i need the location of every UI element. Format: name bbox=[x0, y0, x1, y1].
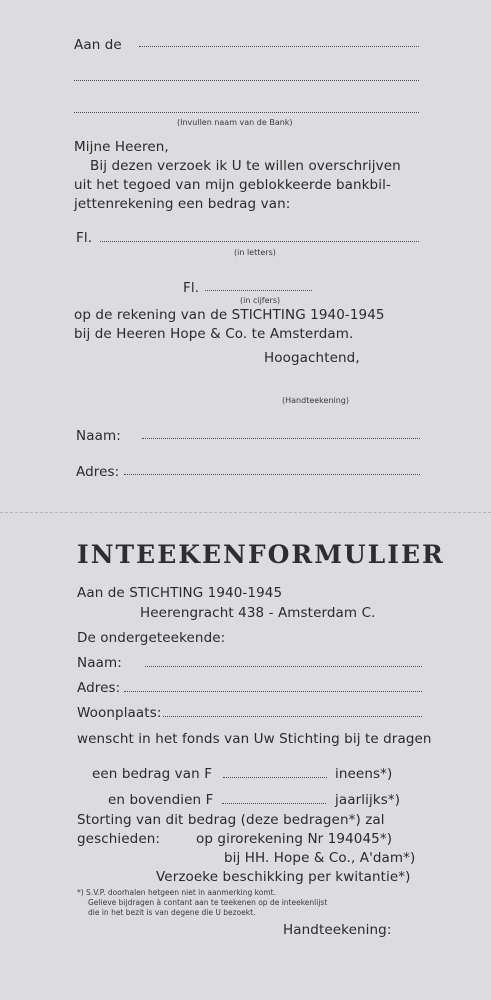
account-line-2: bij de Heeren Hope & Co. te Amsterdam. bbox=[74, 326, 354, 342]
amount-once-prefix: een bedrag van F bbox=[92, 766, 213, 782]
form-signature-label: Handteekening: bbox=[283, 922, 392, 938]
storting-line-2-label: geschieden: bbox=[77, 831, 161, 847]
bank-name-field[interactable] bbox=[139, 46, 419, 47]
cijfers-hint: (in cijfers) bbox=[240, 296, 281, 305]
fl-label-figures: Fl. bbox=[183, 280, 200, 296]
form-naam-label: Naam: bbox=[77, 655, 122, 671]
form-address-line-2: Heerengracht 438 - Amsterdam C. bbox=[140, 605, 376, 621]
form-title: INTEEKENFORMULIER bbox=[77, 540, 445, 569]
closing: Hoogachtend, bbox=[264, 350, 360, 366]
amount-figures-field[interactable] bbox=[205, 290, 312, 291]
footnote-3: die in het bezit is van degene die U bezoekt. bbox=[88, 908, 256, 917]
perforation-line bbox=[0, 512, 491, 513]
salutation: Mijne Heeren, bbox=[74, 139, 169, 155]
bank-name-field-3[interactable] bbox=[74, 112, 419, 113]
bank-name-field-2[interactable] bbox=[74, 80, 419, 81]
fl-label-letters: Fl. bbox=[76, 230, 93, 246]
amount-yearly-field[interactable] bbox=[222, 803, 326, 804]
footnote-2: Gelieve bijdragen à contant aan te teekenen op de inteekenlijst bbox=[88, 898, 328, 907]
wish-line: wenscht in het fonds van Uw Stichting bij te dragen bbox=[77, 731, 432, 747]
account-line-1: op de rekening van de STICHTING 1940-1945 bbox=[74, 307, 385, 323]
aan-de-label: Aan de bbox=[74, 37, 122, 53]
amount-once-suffix: ineens*) bbox=[335, 766, 393, 782]
amount-yearly-prefix: en bovendien F bbox=[108, 792, 214, 808]
storting-line-4-option: Verzoeke beschikking per kwitantie*) bbox=[156, 869, 411, 885]
footnote-1: *) S.V.P. doorhalen hetgeen niet in aanmerking komt. bbox=[77, 888, 276, 897]
form-naam-field[interactable] bbox=[145, 666, 422, 667]
letter-adres-label: Adres: bbox=[76, 464, 120, 480]
amount-yearly-suffix: jaarlijks*) bbox=[335, 792, 401, 808]
amount-once-field[interactable] bbox=[223, 777, 327, 778]
letter-body-line-3: jettenrekening een bedrag van: bbox=[74, 196, 291, 212]
letter-body-line-2: uit het tegoed van mijn geblokkeerde bankbil- bbox=[74, 177, 391, 193]
form-adres-field[interactable] bbox=[124, 691, 422, 692]
storting-line-2-option: op girorekening Nr 194045*) bbox=[196, 831, 393, 847]
signature-hint: (Handteekening) bbox=[282, 396, 349, 405]
storting-line-1: Storting van dit bedrag (deze bedragen*) zal bbox=[77, 812, 385, 828]
undersigned-label: De ondergeteekende: bbox=[77, 630, 226, 646]
storting-line-3-option: bij HH. Hope & Co., A'dam*) bbox=[224, 850, 416, 866]
letter-adres-field[interactable] bbox=[124, 474, 420, 475]
form-adres-label: Adres: bbox=[77, 680, 121, 696]
woonplaats-label: Woonplaats: bbox=[77, 705, 162, 721]
letter-naam-label: Naam: bbox=[76, 428, 121, 444]
letters-hint: (in letters) bbox=[234, 248, 276, 257]
amount-letters-field[interactable] bbox=[100, 241, 419, 242]
woonplaats-field[interactable] bbox=[163, 716, 422, 717]
form-address-line-1: Aan de STICHTING 1940-1945 bbox=[77, 585, 283, 601]
letter-naam-field[interactable] bbox=[142, 438, 420, 439]
bank-hint: (Invullen naam van de Bank) bbox=[177, 118, 293, 127]
letter-body-line-1: Bij dezen verzoek ik U te willen overschrijven bbox=[90, 158, 401, 174]
